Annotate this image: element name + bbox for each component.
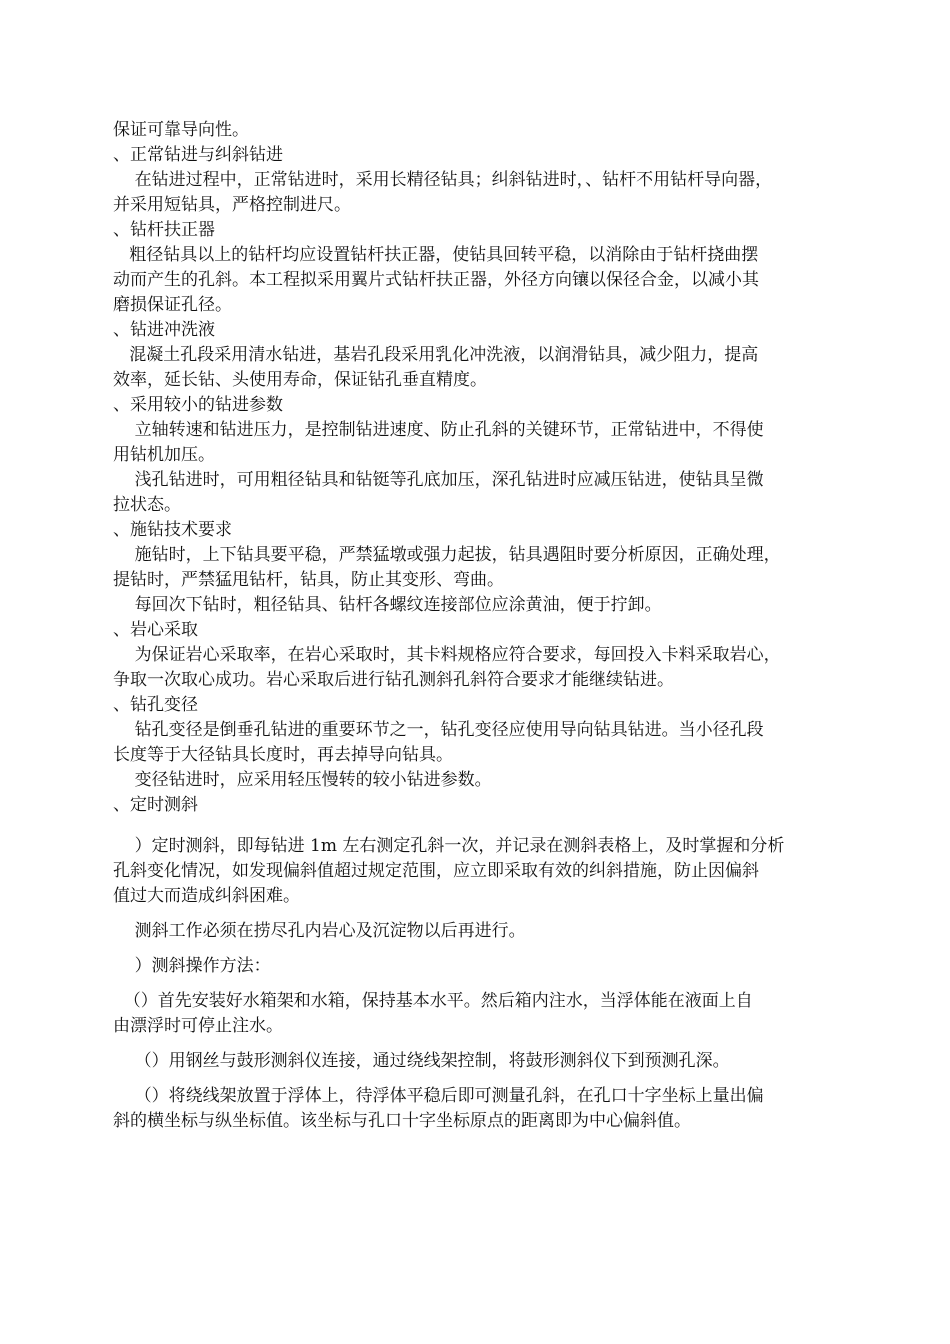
section-heading: 、定时测斜 <box>113 795 198 815</box>
text-line: 混凝土孔段采用清水钻进，基岩孔段采用乳化冲洗液，以润滑钻具，减少阻力，提高 <box>113 345 759 365</box>
text-line: 争取一次取心成功。岩心采取后进行钻孔测斜孔斜符合要求才能继续钻进。 <box>113 670 674 690</box>
text-line: 孔斜变化情况，如发现偏斜值超过规定范围，应立即采取有效的纠斜措施，防止因偏斜 <box>113 861 759 881</box>
section-heading: 、施钻技术要求 <box>113 520 232 540</box>
text-line: （）将绕线架放置于浮体上，待浮体平稳后即可测量孔斜，在孔口十字坐标上量出偏 <box>113 1086 764 1106</box>
section-heading: 、采用较小的钻进参数 <box>113 395 283 415</box>
document-page <box>113 118 873 1134</box>
section-heading: 、岩心采取 <box>113 620 198 640</box>
text-line: ）定时测斜，即每钻进 1m 左右测定孔斜一次，并记录在测斜表格上，及时掌握和分析 <box>113 836 785 856</box>
text-line: 动而产生的孔斜。本工程拟采用翼片式钻杆扶正器，外径方向镶以保径合金，以减小其 <box>113 270 759 290</box>
text-line: 为保证岩心采取率，在岩心采取时，其卡料规格应符合要求，每回投入卡料采取岩心， <box>113 645 781 665</box>
text-line: 立轴转速和钻进压力，是控制钻进速度、防止孔斜的关键环节，正常钻进中，不得使 <box>113 420 764 440</box>
text-line: 斜的横坐标与纵坐标值。该坐标与孔口十字坐标原点的距离即为中心偏斜值。 <box>113 1111 691 1131</box>
text-line: 施钻时，上下钻具要平稳，严禁猛墩或强力起拔，钻具遇阻时要分析原因，正确处理， <box>113 545 781 565</box>
paragraph-step-2 <box>113 1049 873 1074</box>
text-line: 由漂浮时可停止注水。 <box>113 1016 283 1036</box>
text-line: 拉状态。 <box>113 495 181 515</box>
section-heading: 、正常钻进与纠斜钻进 <box>113 145 283 165</box>
text-line: （）首先安装好水箱架和水箱，保持基本水平。然后箱内注水，当浮体能在液面上自 <box>113 991 753 1011</box>
text-line: 浅孔钻进时，可用粗径钻具和钻铤等孔底加压，深孔钻进时应减压钻进，使钻具呈微 <box>113 470 764 490</box>
text-line: 粗径钻具以上的钻杆均应设置钻杆扶正器，使钻具回转平稳，以消除由于钻杆挠曲摆 <box>113 245 759 265</box>
text-line: 用钻机加压。 <box>113 445 215 465</box>
text-line: ）测斜操作方法： <box>113 956 271 976</box>
text-line: 测斜工作必须在捞尽孔内岩心及沉淀物以后再进行。 <box>113 921 526 941</box>
text-line: 提钻时，严禁猛甩钻杆，钻具，防止其变形、弯曲。 <box>113 570 504 590</box>
section-heading: 、钻孔变径 <box>113 695 198 715</box>
text-line: 磨损保证孔径。 <box>113 295 232 315</box>
text-line: 保证可靠导向性。 <box>113 120 249 140</box>
paragraph-measure-condition <box>113 919 873 944</box>
text-line: 在钻进过程中，正常钻进时，采用长精径钻具；纠斜钻进时，、钻杆不用钻杆导向器， <box>113 170 773 190</box>
text-line: 效率，延长钻、头使用寿命，保证钻孔垂直精度。 <box>113 370 487 390</box>
paragraph-timed-inclination <box>113 834 873 909</box>
text-line: 值过大而造成纠斜困难。 <box>113 886 300 906</box>
section-heading: 、钻杆扶正器 <box>113 220 215 240</box>
text-line: （）用钢丝与鼓形测斜仪连接，通过绕线架控制，将鼓形测斜仪下到预测孔深。 <box>113 1051 730 1071</box>
text-line: 变径钻进时，应采用轻压慢转的较小钻进参数。 <box>113 770 492 790</box>
document-body <box>113 118 873 818</box>
paragraph-step-3 <box>113 1084 873 1134</box>
paragraph-method-heading <box>113 954 873 979</box>
text-line: 钻孔变径是倒垂孔钻进的重要环节之一，钻孔变径应使用导向钻具钻进。当小径孔段 <box>113 720 764 740</box>
text-line: 并采用短钻具，严格控制进尺。 <box>113 195 351 215</box>
text-line: 每回次下钻时，粗径钻具、钻杆各螺纹连接部位应涂黄油，便于拧卸。 <box>113 595 662 615</box>
paragraph-step-1 <box>113 989 873 1039</box>
section-heading: 、钻进冲洗液 <box>113 320 215 340</box>
text-line: 长度等于大径钻具长度时，再去掉导向钻具。 <box>113 745 453 765</box>
